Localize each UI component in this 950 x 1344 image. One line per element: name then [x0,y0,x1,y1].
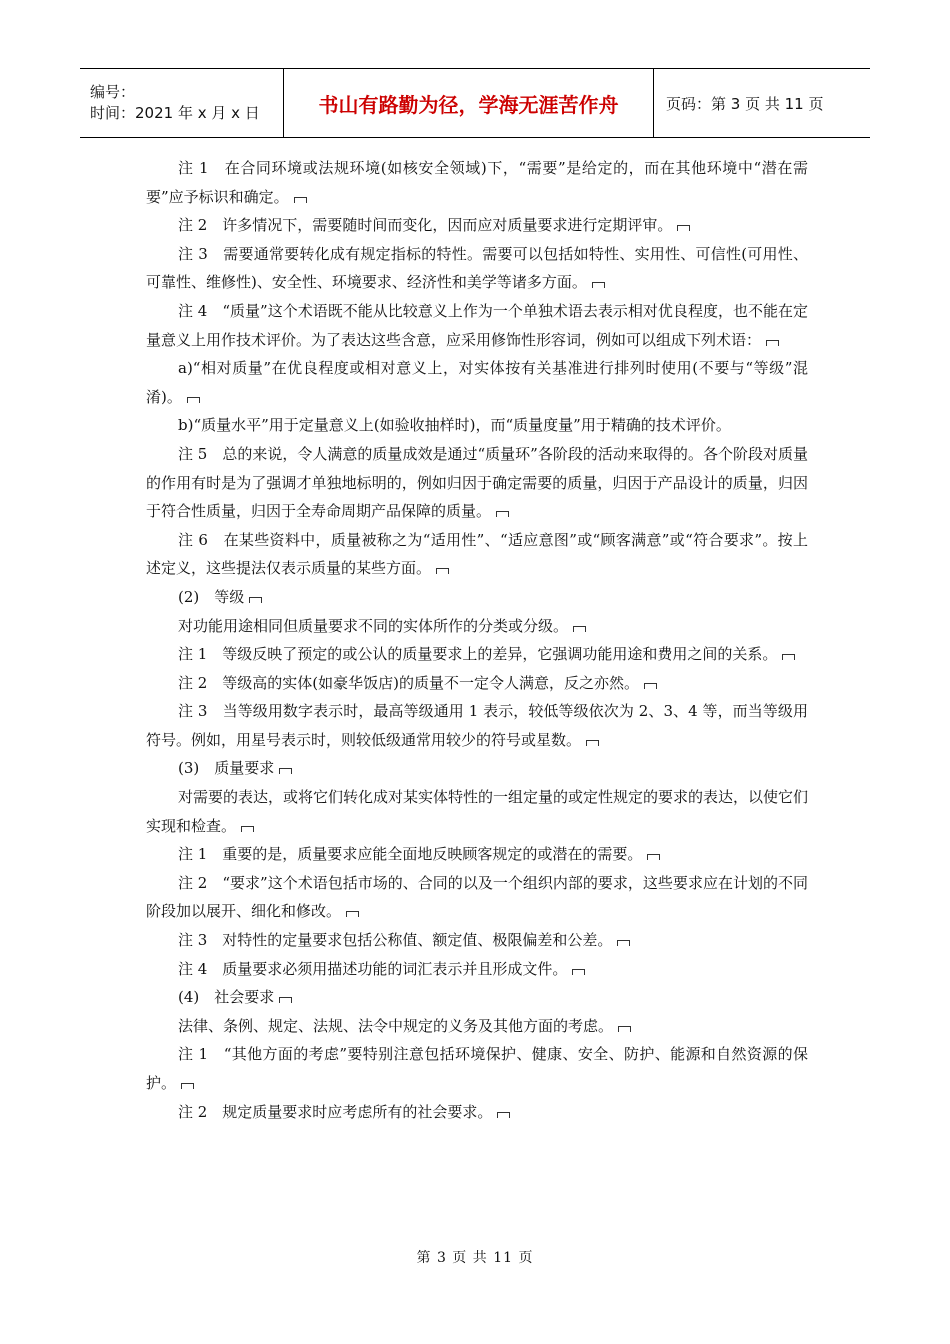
paragraph-mark-icon [647,854,660,860]
paragraph-mark-icon [436,568,449,574]
paragraph-mark-icon [279,997,292,1003]
paragraph: 注 4 质量要求必须用描述功能的词汇表示并且形成文件。 [146,955,808,984]
header-meta [80,69,284,137]
header-page-number: 页码：第 3 页 共 11 页 [666,94,824,113]
paragraph: b)“质量水平”用于定量意义上(如验收抽样时)，而“质量度量”用于精确的技术评价。 [178,416,731,435]
paragraph-mark-icon [572,969,585,975]
paragraph-mark-icon [294,197,307,203]
paragraph-mark-icon [241,826,254,832]
paragraph-mark-icon [592,282,605,288]
paragraph-mark-icon [782,654,795,660]
paragraph-mark-icon [618,1026,631,1032]
paragraph: a)“相对质量”在优良程度或相对意义上，对实体按有关基准进行排列时使用(不要与“等级”混淆)。 [146,359,808,406]
page-header [80,68,870,138]
paragraph-mark-icon [497,1112,510,1118]
paragraph-mark-icon [677,225,690,231]
paragraph: 法律、条例、规定、法规、法令中规定的义务及其他方面的考虑。 [146,1012,808,1041]
paragraph: 注 3 需要通常要转化成有规定指标的特性。需要可以包括如特性、实用性、可信性(可用性、可靠性、维修性)、安全性、环境要求、经济性和美学等诸多方面。 [146,244,808,292]
paragraph: 注 2 “要求”这个术语包括市场的、合同的以及一个组织内部的要求，这些要求应在计划的不同阶段加以展开、细化和修改。 [146,873,808,921]
paragraph-mark-icon [187,397,200,403]
paragraph: 注 5 总的来说，令人满意的质量成效是通过“质量环”各阶段的活动来取得的。各个阶段对质量的作用有时是为了强调才单独地标明的，例如归因于确定需要的质量，归因于产品设计的质量，归因于符合性质量，归因于全寿命周期产品保障的质量。 [146,444,808,521]
page-footer: 第 3 页 共 11 页 [416,1250,534,1266]
document-body [146,154,808,1126]
paragraph-mark-icon [644,683,657,689]
paragraph: 注 1 在合同环境或法规环境(如核安全领域)下，“需要”是给定的，而在其他环境中“潜在需要”应予标识和确定。 [146,159,808,206]
paragraph: 对功能用途相同但质量要求不同的实体所作的分类或分级。 [146,612,808,641]
paragraph: 注 3 对特性的定量要求包括公称值、额定值、极限偏差和公差。 [146,926,808,955]
header-motto: 书山有路勤为径，学海无涯苦作舟 [284,69,654,137]
paragraph: 对需要的表达，或将它们转化成对某实体特性的一组定量的或定性规定的要求的表达，以使它们实现和检查。 [146,788,809,835]
paragraph: 注 3 当等级用数字表示时，最高等级通用 1 表示，较低等级依次为 2、3、4 等，而当等级用符号。例如，用星号表示时，则较低级通常用较少的符号或星数。 [146,702,808,749]
paragraph: 注 6 在某些资料中，质量被称之为“适用性”、“适应意图”或“顾客满意”或“符合要求”。按上述定义，这些提法仅表示质量的某些方面。 [146,530,808,578]
paragraph: 注 2 规定质量要求时应考虑所有的社会要求。 [146,1098,808,1127]
section-heading: (2) 等级 [146,583,808,612]
paragraph: 注 1 等级反映了预定的或公认的质量要求上的差异，它强调功能用途和费用之间的关系。 [146,640,808,669]
section-heading: (4) 社会要求 [146,983,808,1012]
paragraph: 注 2 等级高的实体(如豪华饭店)的质量不一定令人满意，反之亦然。 [146,669,808,698]
paragraph-mark-icon [586,740,599,746]
paragraph-mark-icon [249,597,262,603]
section-heading: (3) 质量要求 [146,754,808,783]
paragraph-mark-icon [496,511,509,517]
paragraph: 注 4 “质量”这个术语既不能从比较意义上作为一个单独术语去表示相对优良程度，也不能在定量意义上用作技术评价。为了表达这些含意，应采用修饰性形容词，例如可以组成下列术语： [146,301,808,349]
document-number-label: 编号： [90,83,136,101]
paragraph-mark-icon [617,940,630,946]
document-date: 时间：2021 年 x 月 x 日 [90,104,260,122]
paragraph-mark-icon [573,626,586,632]
paragraph: 注 1 重要的是，质量要求应能全面地反映顾客规定的或潜在的需要。 [146,840,808,869]
paragraph-mark-icon [279,768,292,774]
paragraph-mark-icon [766,340,779,346]
paragraph: 注 1 “其他方面的考虑”要特别注意包括环境保护、健康、安全、防护、能源和自然资源的保护。 [146,1045,808,1092]
paragraph: 注 2 许多情况下，需要随时间而变化，因而应对质量要求进行定期评审。 [146,211,808,240]
paragraph-mark-icon [346,911,359,917]
paragraph-mark-icon [181,1083,194,1089]
